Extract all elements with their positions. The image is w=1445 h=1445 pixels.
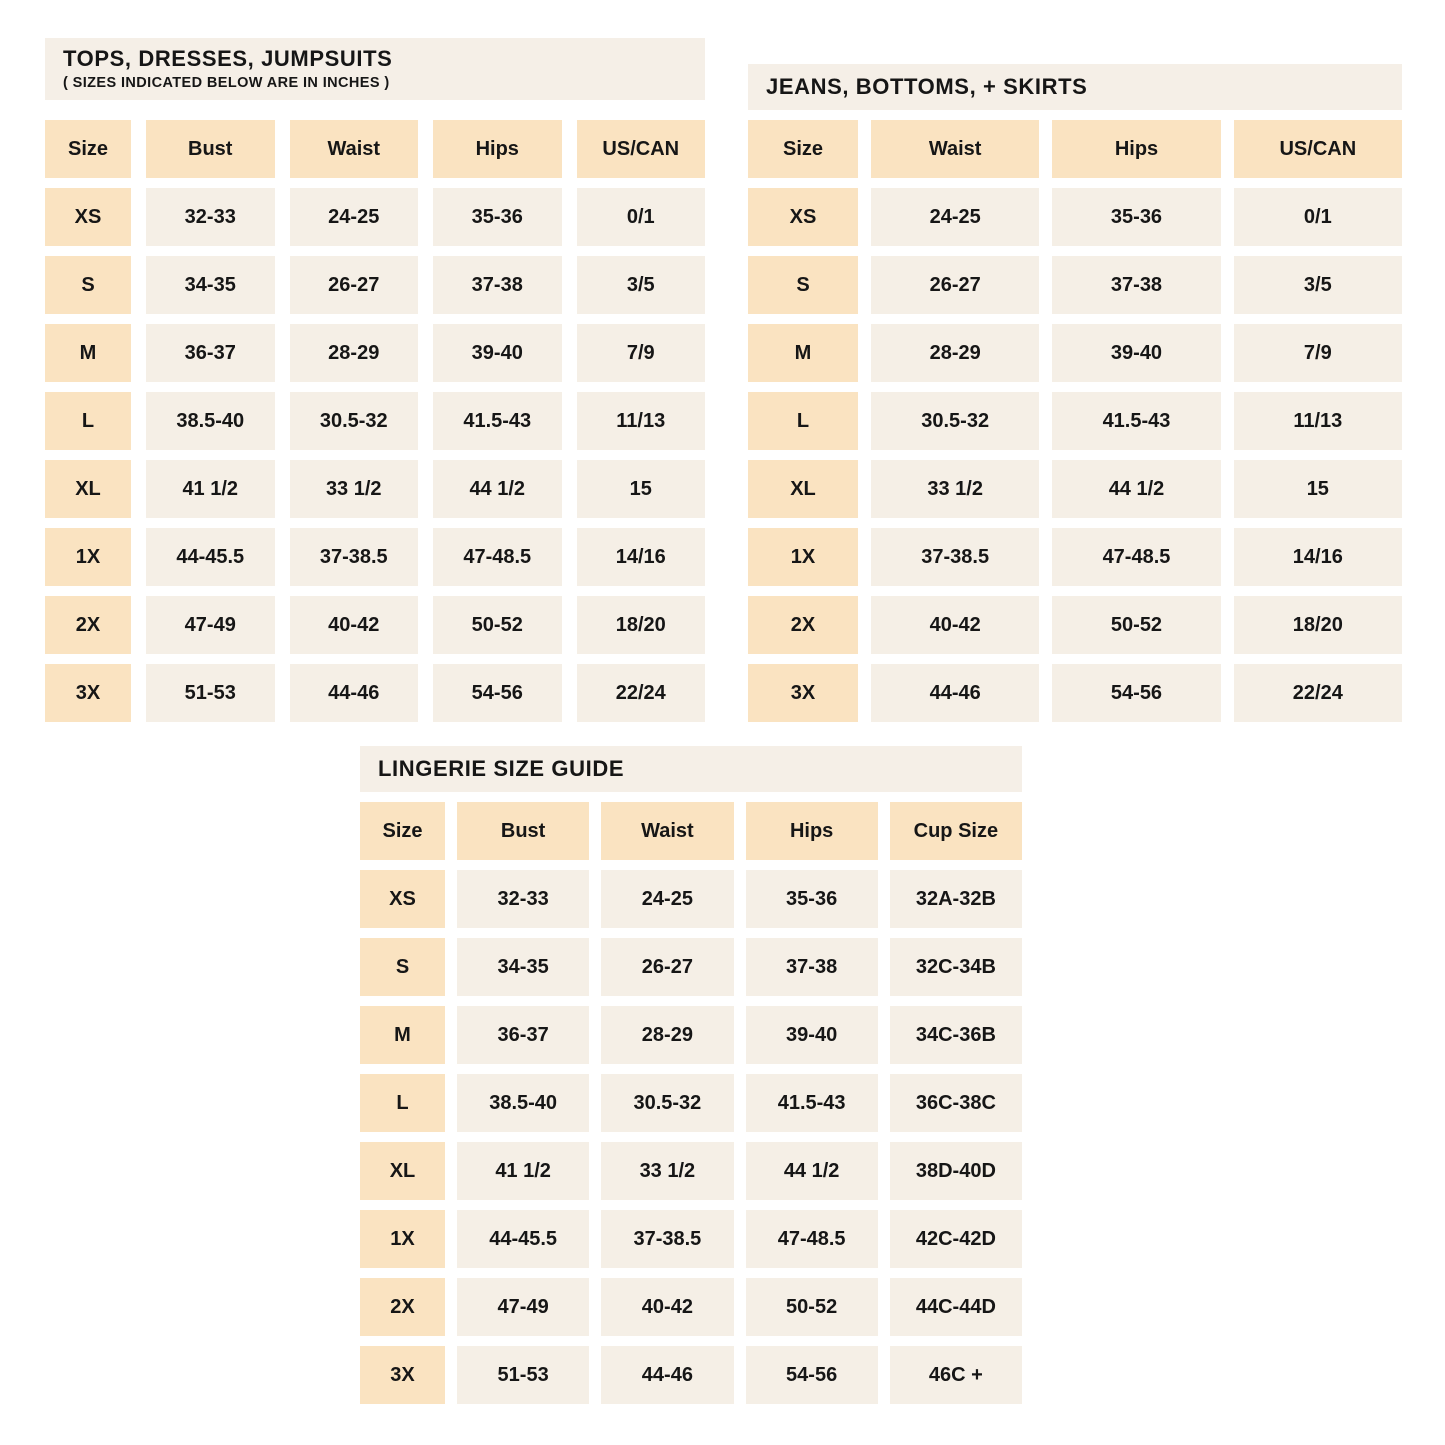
measurement-value-cell: 0/1 [577, 188, 706, 246]
size-column-header-cell: Size [45, 120, 131, 178]
measurement-value-cell: 47-48.5 [433, 528, 562, 586]
measurement-value-cell: 39-40 [746, 1006, 878, 1064]
measurement-value-cell: 34-35 [457, 938, 589, 996]
size-label-cell: M [748, 324, 858, 382]
measurement-value-cell: 35-36 [1052, 188, 1220, 246]
size-label-cell: XS [360, 870, 445, 928]
measurement-header-cell: Bust [457, 802, 589, 860]
measurement-value-cell: 54-56 [746, 1346, 878, 1404]
tops-table-subtitle: ( SIZES INDICATED BELOW ARE IN INCHES ) [63, 75, 390, 92]
measurement-header-cell: Hips [1052, 120, 1220, 178]
measurement-value-cell: 50-52 [433, 596, 562, 654]
measurement-value-cell: 3/5 [577, 256, 706, 314]
measurement-header-cell: Hips [746, 802, 878, 860]
measurement-value-cell: 32A-32B [890, 870, 1022, 928]
measurement-value-cell: 41.5-43 [1052, 392, 1220, 450]
size-label-cell: XS [748, 188, 858, 246]
size-label-cell: S [360, 938, 445, 996]
measurement-value-cell: 34-35 [146, 256, 275, 314]
tops-table-title-banner [45, 38, 705, 100]
size-column-header-cell: Size [748, 120, 858, 178]
measurement-value-cell: 37-38 [746, 938, 878, 996]
measurement-value-cell: 32-33 [146, 188, 275, 246]
lingerie-table-title-banner [360, 746, 1022, 792]
size-label-cell: 2X [360, 1278, 445, 1336]
size-label-cell: 1X [360, 1210, 445, 1268]
measurement-value-cell: 28-29 [290, 324, 419, 382]
measurement-value-cell: 24-25 [871, 188, 1039, 246]
measurement-value-cell: 46C + [890, 1346, 1022, 1404]
measurement-value-cell: 11/13 [577, 392, 706, 450]
measurement-value-cell: 30.5-32 [290, 392, 419, 450]
measurement-value-cell: 44-46 [871, 664, 1039, 722]
tops-dresses-jumpsuits-table [45, 38, 705, 722]
measurement-value-cell: 33 1/2 [871, 460, 1039, 518]
measurement-value-cell: 30.5-32 [871, 392, 1039, 450]
measurement-value-cell: 26-27 [871, 256, 1039, 314]
measurement-value-cell: 54-56 [1052, 664, 1220, 722]
measurement-value-cell: 36-37 [146, 324, 275, 382]
measurement-value-cell: 40-42 [601, 1278, 733, 1336]
size-label-cell: 2X [45, 596, 131, 654]
measurement-value-cell: 44-46 [601, 1346, 733, 1404]
measurement-header-cell: Bust [146, 120, 275, 178]
measurement-value-cell: 37-38.5 [601, 1210, 733, 1268]
size-label-cell: 1X [748, 528, 858, 586]
measurement-value-cell: 47-48.5 [746, 1210, 878, 1268]
size-label-cell: M [45, 324, 131, 382]
measurement-value-cell: 47-49 [146, 596, 275, 654]
lingerie-size-guide-table [360, 746, 1022, 1404]
measurement-header-cell: Hips [433, 120, 562, 178]
lingerie-table-title: LINGERIE SIZE GUIDE [378, 755, 625, 781]
measurement-header-cell: US/CAN [1234, 120, 1402, 178]
measurement-value-cell: 3/5 [1234, 256, 1402, 314]
measurement-value-cell: 44-45.5 [146, 528, 275, 586]
measurement-value-cell: 38D-40D [890, 1142, 1022, 1200]
size-column-header-cell: Size [360, 802, 445, 860]
size-label-cell: XS [45, 188, 131, 246]
tops-table-title: TOPS, DRESSES, JUMPSUITS [63, 45, 393, 71]
measurement-value-cell: 35-36 [433, 188, 562, 246]
size-label-cell: 1X [45, 528, 131, 586]
measurement-value-cell: 14/16 [577, 528, 706, 586]
size-label-cell: XL [748, 460, 858, 518]
measurement-value-cell: 22/24 [1234, 664, 1402, 722]
measurement-value-cell: 44-46 [290, 664, 419, 722]
size-label-cell: 3X [360, 1346, 445, 1404]
measurement-value-cell: 50-52 [746, 1278, 878, 1336]
measurement-value-cell: 44C-44D [890, 1278, 1022, 1336]
size-label-cell: 3X [45, 664, 131, 722]
measurement-value-cell: 28-29 [871, 324, 1039, 382]
measurement-header-cell: Waist [290, 120, 419, 178]
measurement-value-cell: 0/1 [1234, 188, 1402, 246]
measurement-value-cell: 33 1/2 [290, 460, 419, 518]
measurement-value-cell: 51-53 [146, 664, 275, 722]
measurement-value-cell: 18/20 [1234, 596, 1402, 654]
size-label-cell: L [360, 1074, 445, 1132]
jeans-bottoms-skirts-table [748, 64, 1402, 722]
measurement-value-cell: 38.5-40 [457, 1074, 589, 1132]
measurement-header-cell: Waist [871, 120, 1039, 178]
measurement-value-cell: 39-40 [433, 324, 562, 382]
measurement-value-cell: 24-25 [601, 870, 733, 928]
measurement-value-cell: 22/24 [577, 664, 706, 722]
measurement-value-cell: 33 1/2 [601, 1142, 733, 1200]
size-label-cell: XL [360, 1142, 445, 1200]
measurement-value-cell: 30.5-32 [601, 1074, 733, 1132]
measurement-value-cell: 51-53 [457, 1346, 589, 1404]
measurement-value-cell: 41.5-43 [433, 392, 562, 450]
size-label-cell: S [45, 256, 131, 314]
size-label-cell: L [45, 392, 131, 450]
jeans-table-title: JEANS, BOTTOMS, + SKIRTS [766, 73, 1088, 99]
measurement-value-cell: 18/20 [577, 596, 706, 654]
measurement-value-cell: 7/9 [577, 324, 706, 382]
size-label-cell: S [748, 256, 858, 314]
measurement-value-cell: 7/9 [1234, 324, 1402, 382]
measurement-value-cell: 54-56 [433, 664, 562, 722]
tops-table-grid [45, 120, 705, 722]
measurement-header-cell: Cup Size [890, 802, 1022, 860]
size-label-cell: L [748, 392, 858, 450]
measurement-value-cell: 37-38 [433, 256, 562, 314]
measurement-value-cell: 42C-42D [890, 1210, 1022, 1268]
measurement-value-cell: 44 1/2 [433, 460, 562, 518]
size-label-cell: M [360, 1006, 445, 1064]
measurement-value-cell: 38.5-40 [146, 392, 275, 450]
measurement-value-cell: 26-27 [601, 938, 733, 996]
measurement-value-cell: 26-27 [290, 256, 419, 314]
measurement-value-cell: 14/16 [1234, 528, 1402, 586]
measurement-value-cell: 36-37 [457, 1006, 589, 1064]
lingerie-table-grid [360, 802, 1022, 1404]
measurement-value-cell: 47-49 [457, 1278, 589, 1336]
size-label-cell: 2X [748, 596, 858, 654]
measurement-value-cell: 44 1/2 [746, 1142, 878, 1200]
measurement-value-cell: 32C-34B [890, 938, 1022, 996]
jeans-table-grid [748, 120, 1402, 722]
measurement-value-cell: 11/13 [1234, 392, 1402, 450]
measurement-value-cell: 37-38 [1052, 256, 1220, 314]
measurement-value-cell: 47-48.5 [1052, 528, 1220, 586]
measurement-value-cell: 37-38.5 [871, 528, 1039, 586]
measurement-value-cell: 41.5-43 [746, 1074, 878, 1132]
measurement-value-cell: 34C-36B [890, 1006, 1022, 1064]
size-label-cell: XL [45, 460, 131, 518]
measurement-value-cell: 15 [1234, 460, 1402, 518]
measurement-value-cell: 40-42 [290, 596, 419, 654]
measurement-value-cell: 50-52 [1052, 596, 1220, 654]
measurement-value-cell: 40-42 [871, 596, 1039, 654]
measurement-value-cell: 28-29 [601, 1006, 733, 1064]
measurement-value-cell: 37-38.5 [290, 528, 419, 586]
measurement-value-cell: 32-33 [457, 870, 589, 928]
measurement-header-cell: Waist [601, 802, 733, 860]
jeans-table-title-banner [748, 64, 1402, 110]
measurement-value-cell: 24-25 [290, 188, 419, 246]
measurement-value-cell: 36C-38C [890, 1074, 1022, 1132]
measurement-header-cell: US/CAN [577, 120, 706, 178]
size-label-cell: 3X [748, 664, 858, 722]
measurement-value-cell: 35-36 [746, 870, 878, 928]
measurement-value-cell: 41 1/2 [146, 460, 275, 518]
measurement-value-cell: 44-45.5 [457, 1210, 589, 1268]
measurement-value-cell: 15 [577, 460, 706, 518]
measurement-value-cell: 39-40 [1052, 324, 1220, 382]
measurement-value-cell: 44 1/2 [1052, 460, 1220, 518]
measurement-value-cell: 41 1/2 [457, 1142, 589, 1200]
